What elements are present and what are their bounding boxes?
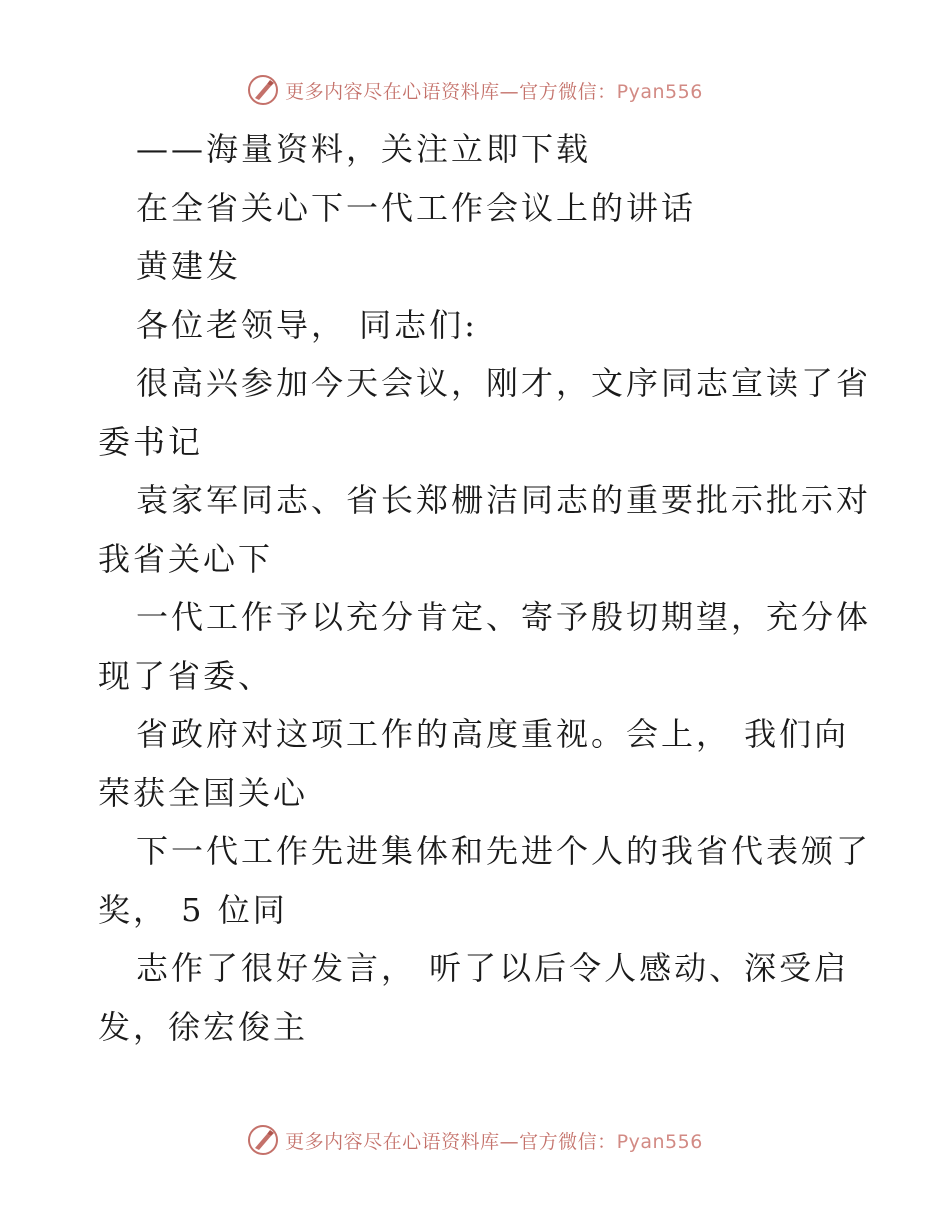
doc-title: 在全省关心下一代工作会议上的讲话: [136, 188, 697, 227]
doc-line: 委书记: [98, 422, 204, 461]
header-wechat-id: Pyan556: [616, 80, 703, 103]
footer-banner-text: 更多内容尽在心语资料库—官方微信：Pyan556: [285, 1130, 703, 1153]
doc-line: 奖， 5 位同: [98, 890, 288, 929]
doc-line: 袁家军同志、省长郑栅洁同志的重要批示批示对: [136, 481, 872, 519]
doc-line: 一代工作予以充分肯定、寄予殷切期望，充分体: [136, 598, 872, 636]
footer-banner: [0, 1120, 950, 1160]
header-banner-text: 更多内容尽在心语资料库—官方微信：Pyan556: [285, 80, 703, 103]
doc-line: 省政府对这项工作的高度重视。会上， 我们向: [136, 715, 850, 753]
doc-line: 很高兴参加今天会议，刚才，文序同志宣读了省: [136, 364, 872, 402]
footer-wechat-id: Pyan556: [616, 1130, 703, 1153]
document-body: [98, 120, 872, 1056]
doc-author: 黄建发: [136, 247, 242, 285]
doc-line: 下一代工作先进集体和先进个人的我省代表颁了: [136, 832, 872, 870]
pen-logo-icon: [247, 1124, 279, 1156]
header-banner: [0, 70, 950, 110]
doc-line: 现了省委、: [98, 656, 274, 695]
doc-line: 我省关心下: [98, 539, 274, 578]
doc-line: 志作了很好发言， 听了以后令人感动、深受启: [136, 949, 850, 987]
pen-logo-icon: [247, 74, 279, 106]
doc-line: 荣获全国关心: [98, 773, 309, 812]
doc-line: 发，徐宏俊主: [98, 1007, 309, 1046]
doc-salutation: 各位老领导， 同志们:: [136, 305, 478, 344]
doc-line: ——海量资料，关注立即下载: [136, 130, 592, 168]
